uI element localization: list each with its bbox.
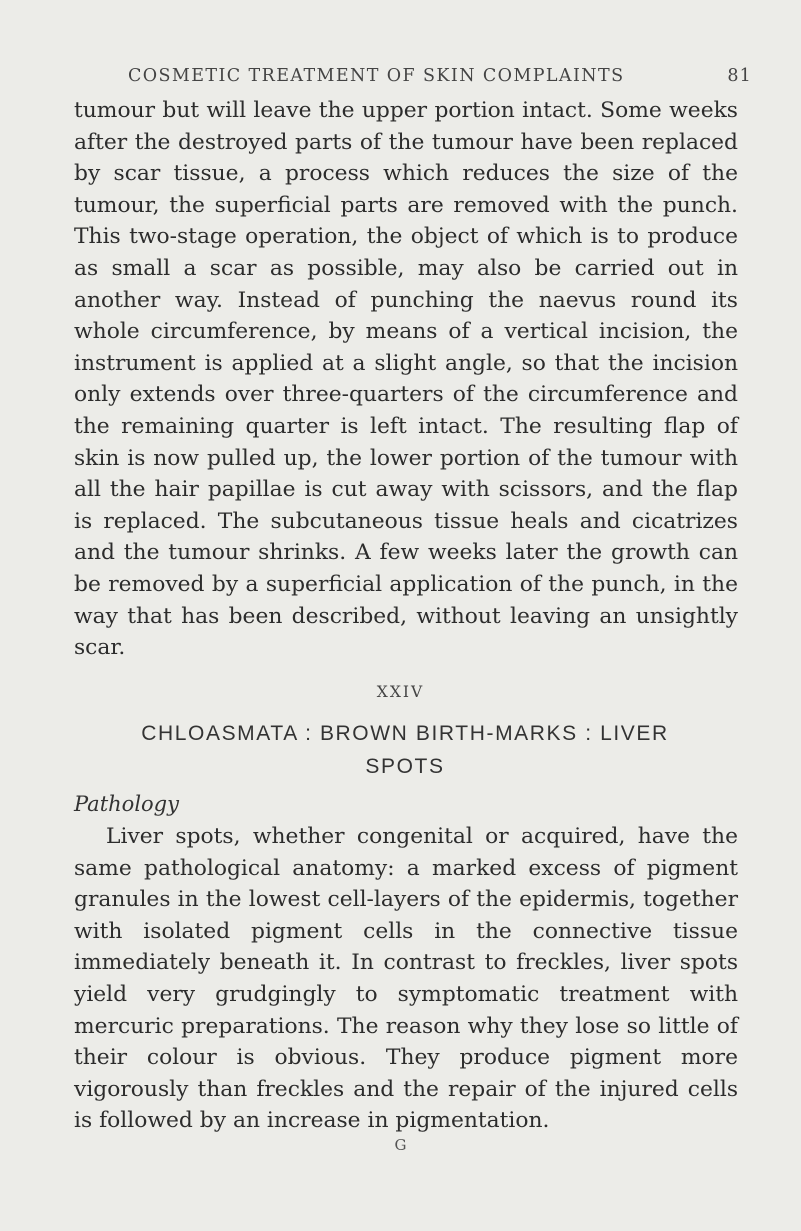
running-head-title: COSMETIC TREATMENT OF SKIN COMPLAINTS [128, 66, 625, 86]
signature-mark: G [394, 1136, 407, 1154]
section-heading: Pathology [74, 792, 179, 816]
page-number: 81 [727, 66, 752, 86]
running-head [128, 66, 752, 86]
chapter-title: CHLOASMATA : BROWN BIRTH-MARKS : LIVER SPOTS [141, 722, 669, 778]
body-paragraph-continued: tumour but will leave the upper portion intact. Some weeks after the destroyed parts of the tumour have been replaced by scar tissue, a process which reduces the size of the tumour, the superficial parts are removed with the punch. This two-stage operation, the object of which is to produce as small a scar as possible, may also be carried out in another way. Instead of punching the naevus round its whole circumference, by means of a vertical incision, the instrument is applied at a slight angle, so that the incision only extends over three-quarters of the circumference and the remaining quarter is left intact. The resulting flap of skin is now pulled up, the lower portion of the tumour with all the hair papillae is cut away with scissors, and the flap is replaced. The subcutaneous tissue heals and cicatrizes and the tumour shrinks. A few weeks later the growth can be removed by a superficial application of the punch, in the way that has been described, without leaving an unsightly scar. [74, 98, 738, 661]
chapter-number: XXIV [376, 683, 425, 701]
body-paragraph-pathology: Liver spots, whether congenital or acquired, have the same pathological anatomy: a marked excess of pigment granules in the lowest cell-layers of the epidermis, together with isolated pigment cells in the connective tissue immediately beneath it. In contrast to freckles, liver spots yield very grudgingly to symptomatic treatment with mercuric preparations. The reason why they lose so little of their colour is obvious. They produce pigment more vigorously than freckles and the repair of the injured cells is followed by an increase in pigmentation. [74, 824, 738, 1134]
